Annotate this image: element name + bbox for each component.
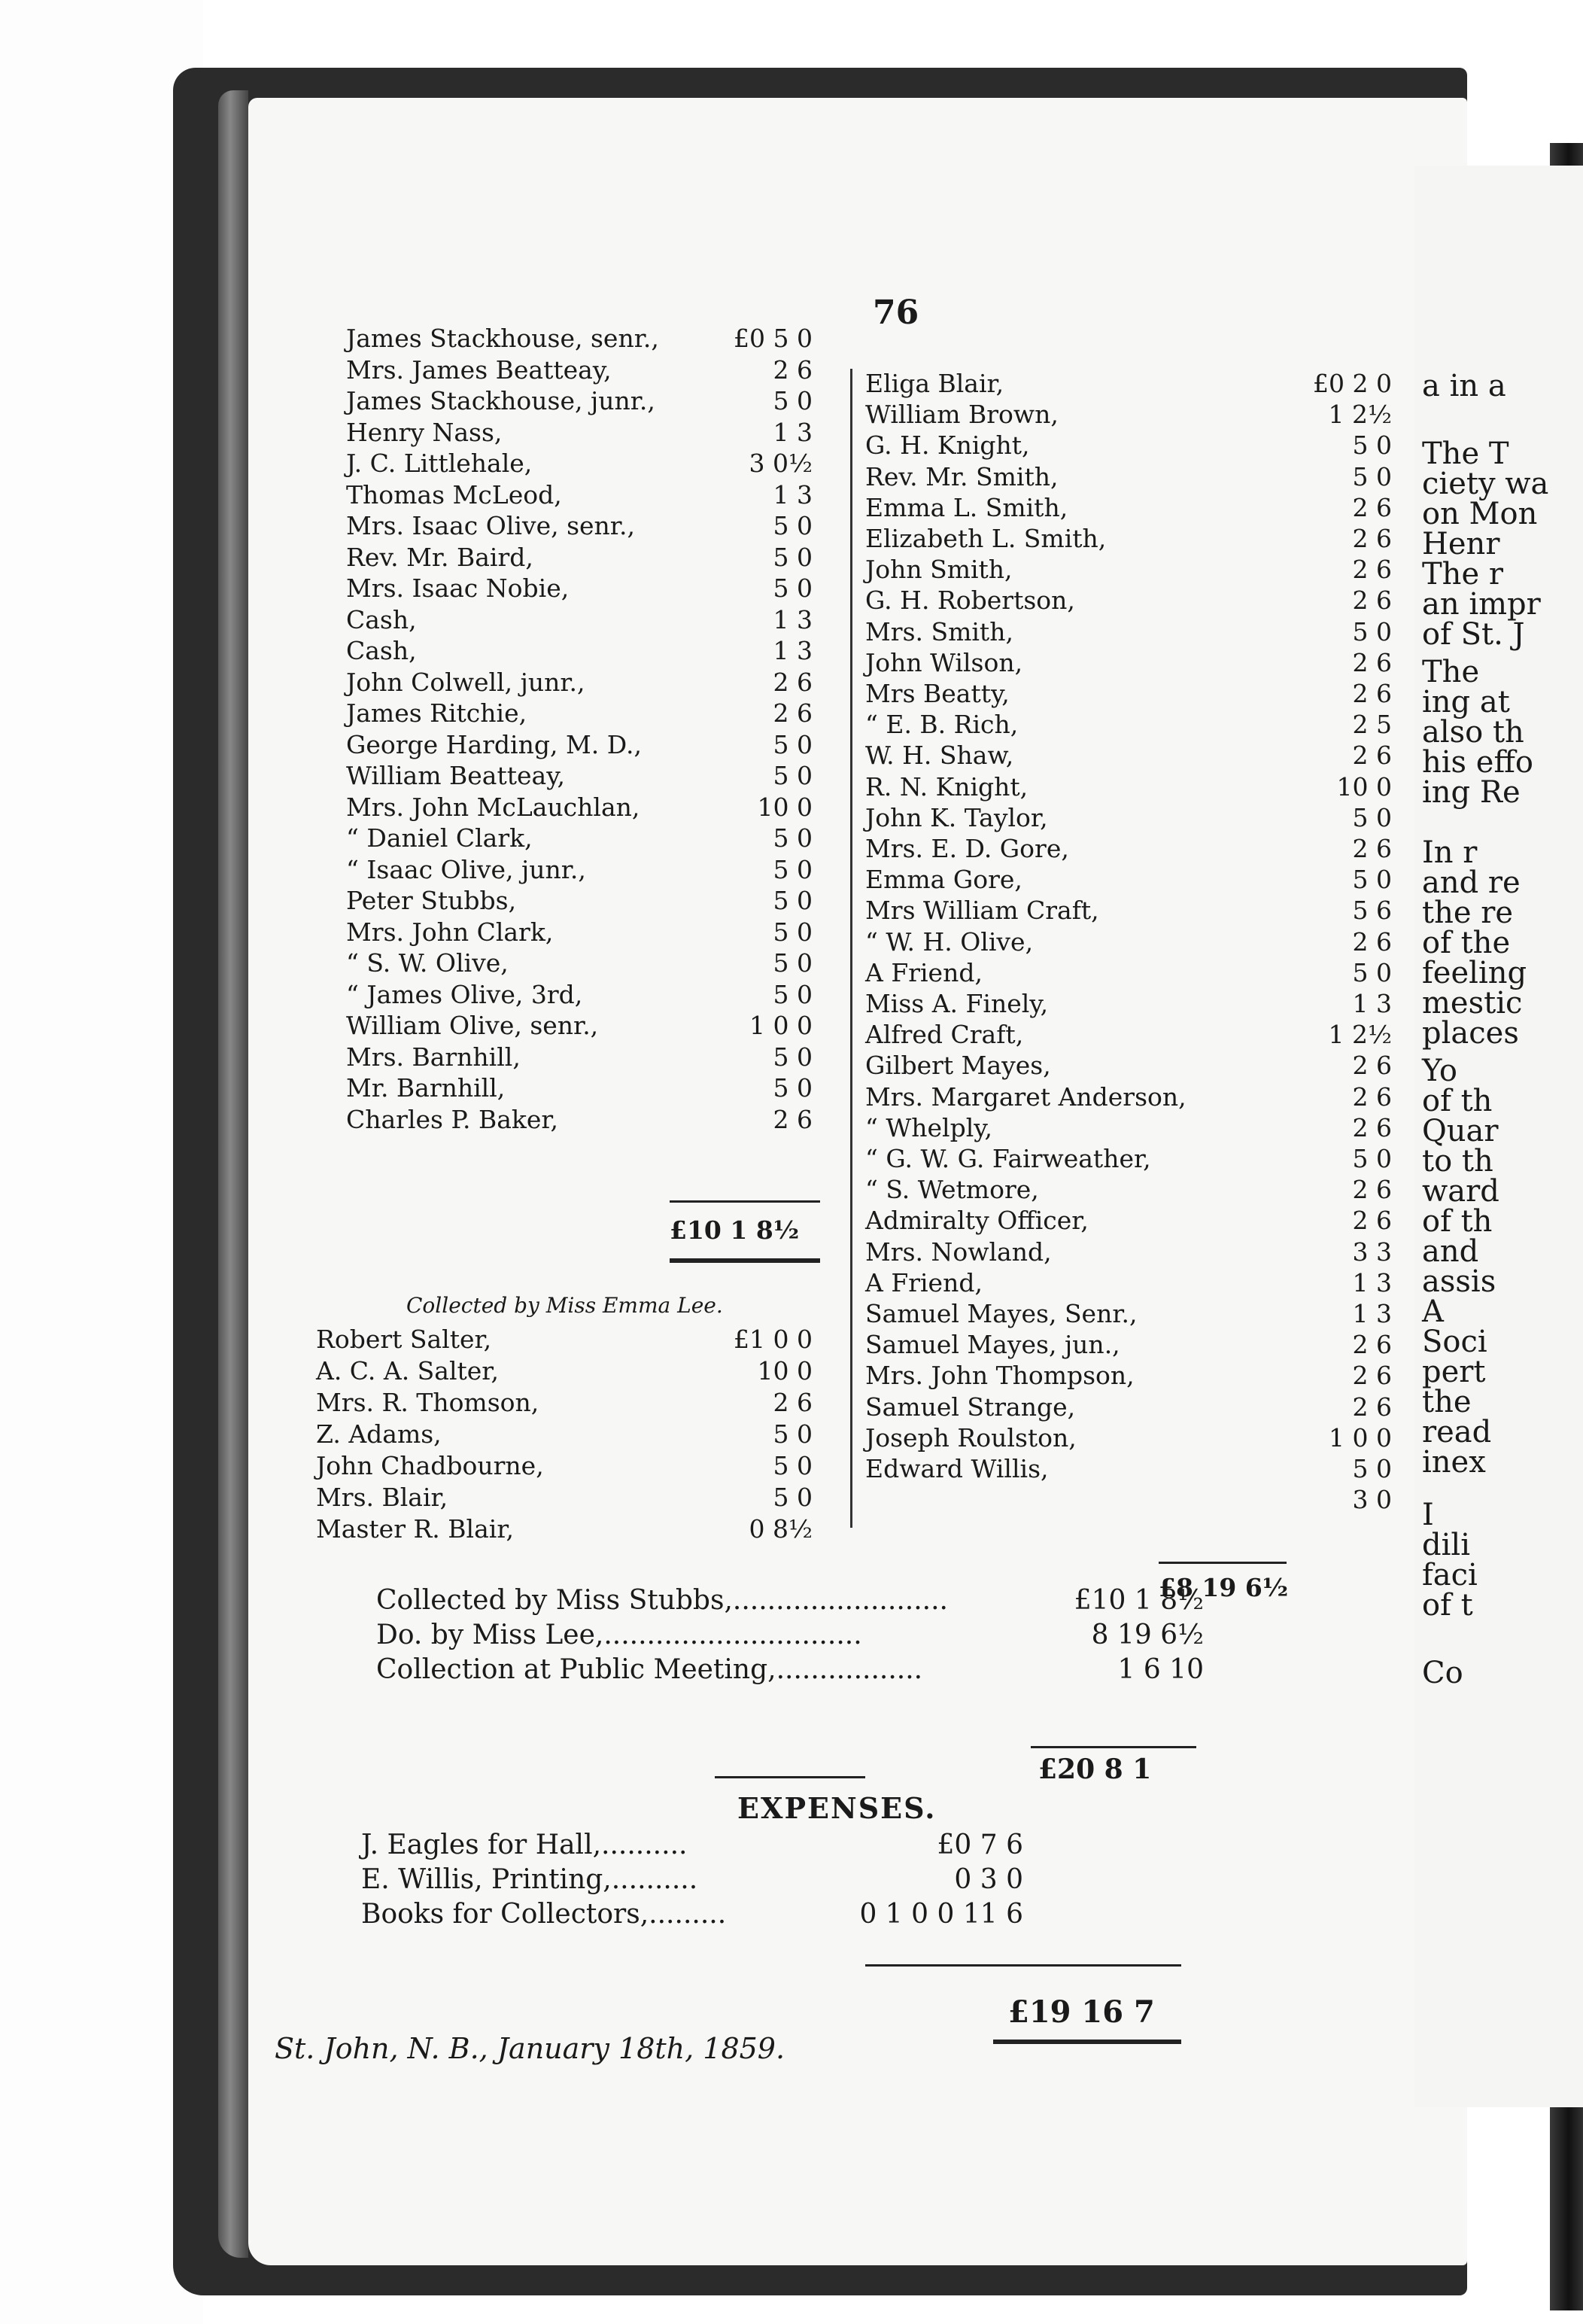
contributor-name: W. H. Shaw, xyxy=(865,741,1014,771)
contributor-name: Peter Stubbs, xyxy=(346,886,517,915)
right-page-text: on Mon xyxy=(1422,497,1538,531)
contribution-amount: 2 6 xyxy=(1352,647,1392,677)
list-item xyxy=(346,511,813,541)
right-page-text: also th xyxy=(1422,715,1524,750)
right-page-text: an impr xyxy=(1422,587,1541,622)
contribution-amount: 5 0 xyxy=(773,823,813,853)
list-item xyxy=(865,586,1392,616)
contributor-name: James Stackhouse, junr., xyxy=(346,386,655,415)
list-item xyxy=(346,605,813,635)
contributor-name: John Chadbourne, xyxy=(316,1451,544,1480)
list-item xyxy=(346,355,813,385)
contribution-amount: 2 6 xyxy=(1352,834,1392,863)
list-item xyxy=(316,1356,813,1386)
contribution-amount: 5 0 xyxy=(773,386,813,415)
list-item xyxy=(865,1206,1392,1236)
list-item xyxy=(346,761,813,791)
right-page-text: The xyxy=(1422,655,1480,689)
right-page-text: ward xyxy=(1422,1174,1499,1209)
right-page-text: of th xyxy=(1422,1204,1493,1239)
column-divider xyxy=(850,369,852,1528)
contribution-amount: 5 0 xyxy=(773,761,813,790)
contributor-name: “ James Olive, 3rd, xyxy=(346,979,583,1009)
list-item xyxy=(865,896,1392,926)
grand-total: £19 16 7 xyxy=(1008,1994,1155,2030)
summary-total: £20 8 1 xyxy=(1038,1754,1152,1785)
contribution-amount: 5 0 xyxy=(1352,1454,1392,1483)
ledger-value: 1 6 10 xyxy=(1117,1654,1204,1685)
list-item xyxy=(346,855,813,885)
contribution-amount: 5 0 xyxy=(1352,1144,1392,1173)
contribution-amount: 1 0 0 xyxy=(1329,1422,1392,1452)
list-item xyxy=(346,636,813,666)
contribution-amount: 0 8½ xyxy=(749,1514,813,1544)
contribution-amount: 1 3 xyxy=(773,604,813,634)
contribution-amount: 3 3 xyxy=(1352,1237,1392,1267)
contribution-amount: 5 6 xyxy=(1352,896,1392,926)
contribution-amount: 2 6 xyxy=(1352,1361,1392,1391)
contributor-name: “ E. B. Rich, xyxy=(865,710,1019,740)
contributor-name: Mrs. Blair, xyxy=(316,1483,448,1512)
contributor-name: J. C. Littlehale, xyxy=(346,449,533,478)
right-page-text: and re xyxy=(1422,865,1521,900)
contributor-name: Mrs. John McLauchlan, xyxy=(346,792,640,822)
contribution-amount: 2 6 xyxy=(1352,492,1392,522)
contribution-amount: 5 0 xyxy=(773,979,813,1009)
list-item xyxy=(865,1020,1392,1050)
list-item xyxy=(865,1113,1392,1143)
list-item xyxy=(865,1361,1392,1391)
contribution-amount: 2 6 xyxy=(1352,1051,1392,1081)
footer-dateline: St. John, N. B., January 18th, 1859. xyxy=(275,2032,785,2065)
contributor-name: A Friend, xyxy=(865,957,983,987)
list-item xyxy=(865,927,1392,957)
right-page-text: Quar xyxy=(1422,1114,1499,1148)
contribution-amount: 2 6 xyxy=(1352,741,1392,771)
list-item xyxy=(865,989,1392,1019)
list-item xyxy=(865,1175,1392,1205)
ledger-line xyxy=(361,1863,1023,1897)
contribution-amount: 10 0 xyxy=(757,792,813,822)
contribution-amount: 2 6 xyxy=(1352,524,1392,553)
contributor-name: Charles P. Baker, xyxy=(346,1104,559,1134)
right-column-total: £8 19 6½ xyxy=(1159,1573,1289,1602)
ledger-value: 0 1 0 0 11 6 xyxy=(859,1899,1023,1930)
list-item xyxy=(865,1237,1392,1267)
right-page-text: dili xyxy=(1422,1528,1470,1562)
page-number: 76 xyxy=(873,294,919,332)
right-page-text: ing at xyxy=(1422,685,1510,719)
list-item xyxy=(346,948,813,978)
contribution-amount: 5 0 xyxy=(1352,865,1392,895)
contribution-amount: 2 6 xyxy=(1352,1392,1392,1422)
list-item xyxy=(865,1330,1392,1360)
contributor-name: Rev. Mr. Baird, xyxy=(346,542,533,572)
contribution-amount: 3 0½ xyxy=(749,449,813,478)
contribution-amount: 5 0 xyxy=(773,573,813,603)
contributor-name: William Brown, xyxy=(865,400,1059,430)
list-item xyxy=(865,958,1392,988)
ledger-value: £0 7 6 xyxy=(937,1830,1023,1860)
list-item xyxy=(346,823,813,853)
contributor-name: Henry Nass, xyxy=(346,417,503,447)
right-page-text: assis xyxy=(1422,1264,1496,1299)
contribution-amount: 1 3 xyxy=(773,479,813,510)
contributor-name: R. N. Knight, xyxy=(865,771,1028,802)
contributor-name: “ S. Wetmore, xyxy=(865,1175,1039,1205)
contribution-amount: 5 0 xyxy=(1352,957,1392,987)
contribution-amount: 5 0 xyxy=(773,854,813,884)
list-item xyxy=(316,1514,813,1544)
contributor-name: John Smith, xyxy=(865,555,1013,585)
contribution-amount: 5 0 xyxy=(773,917,813,947)
right-page-text: The r xyxy=(1422,557,1503,592)
contribution-amount: £1 0 0 xyxy=(734,1325,813,1354)
right-page xyxy=(1414,166,1583,2107)
contributor-name: Z. Adams, xyxy=(316,1419,442,1449)
list-item xyxy=(346,792,813,823)
list-item xyxy=(865,1268,1392,1298)
contribution-amount: 1 2½ xyxy=(1328,400,1392,430)
subtotal-rule xyxy=(1159,1562,1287,1564)
right-page-text: a in a xyxy=(1422,369,1506,403)
contributor-name: “ S. W. Olive, xyxy=(346,948,509,978)
contribution-amount: 5 0 xyxy=(773,948,813,978)
contributor-name: Emma L. Smith, xyxy=(865,492,1068,522)
list-item xyxy=(865,555,1392,585)
list-item xyxy=(346,1073,813,1103)
list-item xyxy=(346,730,813,760)
contributor-name: Mr. Barnhill, xyxy=(346,1073,506,1103)
list-item xyxy=(346,980,813,1010)
list-item xyxy=(865,369,1392,399)
ledger-line xyxy=(376,1584,1204,1617)
contributor-name: John K. Taylor, xyxy=(865,802,1048,832)
contribution-amount: 1 3 xyxy=(1352,989,1392,1018)
contribution-amount: 5 0 xyxy=(773,1451,813,1480)
contribution-amount: 5 0 xyxy=(1352,802,1392,832)
ledger-label: Do. by Miss Lee,.............................. xyxy=(376,1620,862,1650)
contributor-name: Joseph Roulston, xyxy=(865,1422,1077,1452)
contribution-amount: 10 0 xyxy=(1336,771,1392,802)
contributor-name: James Ritchie, xyxy=(346,698,527,728)
contributor-name: John Wilson, xyxy=(865,647,1023,677)
list-item xyxy=(865,524,1392,554)
ledger-line xyxy=(376,1619,1204,1652)
contribution-amount: 2 6 xyxy=(1352,679,1392,708)
list-item xyxy=(865,1082,1392,1112)
right-page-text: to th xyxy=(1422,1144,1493,1179)
contributor-name: Elizabeth L. Smith, xyxy=(865,524,1107,553)
contributor-name: A. C. A. Salter, xyxy=(316,1356,499,1386)
right-page-text: of t xyxy=(1422,1588,1473,1623)
right-page-text: Yo xyxy=(1422,1054,1458,1088)
right-page-text: feeling xyxy=(1422,956,1527,990)
contribution-amount: 5 0 xyxy=(773,1073,813,1103)
contribution-amount: 2 6 xyxy=(1352,1081,1392,1112)
right-page-text: his effo xyxy=(1422,745,1533,780)
contributor-name: “ Isaac Olive, junr., xyxy=(346,854,586,884)
ledger-line xyxy=(376,1653,1204,1687)
list-item xyxy=(865,1485,1392,1515)
contribution-amount: 1 0 0 xyxy=(749,1011,813,1040)
right-page-text: inex xyxy=(1422,1445,1486,1480)
contribution-amount: 2 6 xyxy=(773,354,813,385)
ledger-label: Books for Collectors,......... xyxy=(361,1899,727,1930)
contributor-name: “ Daniel Clark, xyxy=(346,823,533,853)
contribution-amount: 2 6 xyxy=(1352,1112,1392,1142)
contribution-amount: 2 6 xyxy=(773,667,813,697)
contribution-amount: 1 3 xyxy=(1352,1299,1392,1328)
contributor-name: Emma Gore, xyxy=(865,865,1022,895)
contributor-name: Mrs. John Clark, xyxy=(346,917,554,947)
list-item xyxy=(865,462,1392,492)
contribution-amount: 2 6 xyxy=(1352,1175,1392,1205)
double-rule xyxy=(670,1258,820,1263)
contributor-name: Robert Salter, xyxy=(316,1325,492,1354)
list-item xyxy=(346,543,813,573)
right-page-text: of th xyxy=(1422,1084,1493,1118)
right-page-text: In r xyxy=(1422,835,1478,870)
list-item xyxy=(865,803,1392,833)
list-item xyxy=(865,865,1392,895)
right-page-text: the xyxy=(1422,1385,1472,1419)
contributor-name: Mrs. Smith, xyxy=(865,616,1013,646)
list-item xyxy=(346,668,813,698)
right-page-text: and xyxy=(1422,1234,1479,1269)
list-item xyxy=(346,886,813,916)
contributor-name: Rev. Mr. Smith, xyxy=(865,461,1059,491)
right-page-text: ciety wa xyxy=(1422,467,1549,501)
list-item xyxy=(346,418,813,448)
contributor-name: John Colwell, junr., xyxy=(346,667,585,697)
contributor-name: Eliga Blair, xyxy=(865,369,1004,398)
list-item xyxy=(346,1011,813,1041)
contributor-name: George Harding, M. D., xyxy=(346,729,642,759)
contribution-amount: 5 0 xyxy=(773,1042,813,1072)
expenses-total-rule xyxy=(865,1964,1181,1967)
contributor-name: Mrs. Margaret Anderson, xyxy=(865,1081,1186,1112)
list-item xyxy=(865,648,1392,678)
list-item xyxy=(316,1483,813,1513)
list-item xyxy=(865,1051,1392,1081)
right-page-text: Henr xyxy=(1422,527,1500,561)
list-item xyxy=(865,493,1392,523)
list-item xyxy=(346,480,813,510)
contributor-name: Mrs. Isaac Olive, senr., xyxy=(346,511,635,540)
contributor-name: James Stackhouse, senr., xyxy=(346,324,659,353)
contributor-name: Samuel Mayes, Senr., xyxy=(865,1299,1138,1328)
right-page-text: Co xyxy=(1422,1656,1463,1690)
contributor-name: Mrs. E. D. Gore, xyxy=(865,834,1069,863)
list-item xyxy=(865,1454,1392,1484)
lee-heading: Collected by Miss Emma Lee. xyxy=(406,1293,723,1318)
list-item xyxy=(865,430,1392,461)
contributor-name: G. H. Robertson, xyxy=(865,586,1075,616)
list-item xyxy=(865,1144,1392,1174)
right-page-text: Soci xyxy=(1422,1325,1487,1359)
contributor-name: Admiralty Officer, xyxy=(865,1206,1089,1236)
list-item xyxy=(316,1419,813,1449)
contributor-name: “ Whelply, xyxy=(865,1112,993,1142)
grand-double-rule xyxy=(993,2040,1181,2044)
summary-rule xyxy=(1031,1746,1196,1748)
contributor-name: Samuel Mayes, jun., xyxy=(865,1330,1120,1360)
right-page-text: of the xyxy=(1422,926,1511,960)
list-item xyxy=(346,917,813,948)
contribution-amount: 2 6 xyxy=(773,1388,813,1417)
contributor-name: William Olive, senr., xyxy=(346,1011,599,1040)
ledger-label: E. Willis, Printing,.......... xyxy=(361,1864,698,1895)
contributor-name: Mrs. James Beatteay, xyxy=(346,354,612,385)
right-page-text: faci xyxy=(1422,1558,1478,1592)
contributor-name: Edward Willis, xyxy=(865,1454,1049,1483)
contributor-name: Mrs. Nowland, xyxy=(865,1237,1052,1267)
contribution-amount: 1 2½ xyxy=(1328,1020,1392,1050)
list-item xyxy=(865,772,1392,802)
contributor-name: William Beatteay, xyxy=(346,761,565,790)
contribution-amount: 1 3 xyxy=(1352,1267,1392,1297)
contribution-amount: 5 0 xyxy=(1352,461,1392,491)
contribution-amount: 10 0 xyxy=(757,1356,813,1386)
contribution-amount: 1 3 xyxy=(773,417,813,447)
expenses-heading: EXPENSES. xyxy=(737,1791,937,1825)
right-page-text: A xyxy=(1422,1294,1444,1329)
contributor-name: Cash, xyxy=(346,636,417,665)
right-page-text: ing Re xyxy=(1422,775,1521,810)
right-page-text: of St. J xyxy=(1422,617,1525,652)
contributor-name: Mrs. R. Thomson, xyxy=(316,1388,539,1417)
contribution-amount: 5 0 xyxy=(773,886,813,915)
contribution-amount: 2 6 xyxy=(773,698,813,728)
list-item xyxy=(346,1042,813,1072)
list-item xyxy=(865,1423,1392,1453)
contribution-amount: 5 0 xyxy=(773,1419,813,1449)
subtotal-rule xyxy=(670,1200,820,1203)
contribution-amount: 5 0 xyxy=(1352,616,1392,646)
contribution-amount: 2 6 xyxy=(1352,1330,1392,1360)
contribution-amount: 3 0 xyxy=(1352,1485,1392,1515)
contributor-name: Mrs. John Thompson, xyxy=(865,1361,1135,1391)
ledger-label: J. Eagles for Hall,.......... xyxy=(361,1830,688,1860)
list-item xyxy=(865,1392,1392,1422)
ledger-label: Collected by Miss Stubbs,......................... xyxy=(376,1585,948,1616)
right-page-text: places xyxy=(1422,1016,1519,1051)
contributor-name: Alfred Craft, xyxy=(865,1020,1024,1050)
contribution-amount: 1 3 xyxy=(773,636,813,665)
list-item xyxy=(346,386,813,416)
contributor-name: Mrs Beatty, xyxy=(865,679,1010,708)
list-item xyxy=(865,834,1392,864)
right-page-text: read xyxy=(1422,1415,1492,1449)
list-item xyxy=(346,698,813,729)
contributor-name: A Friend, xyxy=(865,1267,983,1297)
contributor-name: “ G. W. G. Fairweather, xyxy=(865,1144,1151,1173)
contribution-amount: 5 0 xyxy=(773,542,813,572)
contribution-amount: 2 6 xyxy=(1352,1206,1392,1236)
right-page-text: pert xyxy=(1422,1355,1486,1389)
contribution-amount: 5 0 xyxy=(773,1483,813,1512)
contributor-name: “ W. H. Olive, xyxy=(865,926,1034,957)
list-item xyxy=(865,741,1392,771)
contribution-amount: 2 6 xyxy=(1352,555,1392,585)
contribution-amount: 5 0 xyxy=(773,511,813,540)
list-item xyxy=(865,679,1392,709)
list-item xyxy=(346,324,813,354)
ledger-label: Collection at Public Meeting,................. xyxy=(376,1654,923,1685)
contributor-name: Thomas McLeod, xyxy=(346,479,562,510)
list-item xyxy=(316,1325,813,1355)
ledger-value: £10 1 8½ xyxy=(1074,1585,1204,1616)
contribution-amount: £0 5 0 xyxy=(734,324,813,353)
contributor-name: Cash, xyxy=(346,604,417,634)
contributor-name: G. H. Knight, xyxy=(865,430,1030,461)
contributor-name: Miss A. Finely, xyxy=(865,989,1049,1018)
right-page-text: The T xyxy=(1422,437,1509,471)
list-item xyxy=(346,449,813,479)
contribution-amount: 5 0 xyxy=(773,729,813,759)
right-page-text: the re xyxy=(1422,896,1514,930)
contributor-name: Mrs. Barnhill, xyxy=(346,1042,521,1072)
contribution-amount: 2 5 xyxy=(1352,710,1392,740)
contribution-amount: 2 6 xyxy=(773,1104,813,1134)
contribution-amount: £0 2 0 xyxy=(1313,369,1392,398)
list-item xyxy=(316,1388,813,1418)
list-item xyxy=(316,1451,813,1481)
contributor-name: Mrs William Craft, xyxy=(865,896,1099,926)
list-item xyxy=(865,617,1392,647)
expenses-rule xyxy=(715,1776,865,1778)
contributor-name: Samuel Strange, xyxy=(865,1392,1076,1422)
list-item xyxy=(865,710,1392,740)
contributor-name: Gilbert Mayes, xyxy=(865,1051,1051,1081)
book-edge xyxy=(218,90,248,2258)
list-item xyxy=(865,1299,1392,1329)
ledger-value: 8 19 6½ xyxy=(1091,1620,1204,1650)
left-column-total: £10 1 8½ xyxy=(670,1215,800,1245)
contribution-amount: 5 0 xyxy=(1352,430,1392,461)
contribution-amount: 2 6 xyxy=(1352,586,1392,616)
contributor-name: Mrs. Isaac Nobie, xyxy=(346,573,570,603)
list-item xyxy=(346,1105,813,1135)
right-page-text: mestic xyxy=(1422,986,1523,1021)
contributor-name: Master R. Blair, xyxy=(316,1514,514,1544)
contribution-amount: 2 6 xyxy=(1352,926,1392,957)
list-item xyxy=(865,400,1392,430)
ledger-line xyxy=(361,1829,1023,1862)
right-page-text: I xyxy=(1422,1498,1434,1532)
ledger-value: 0 3 0 xyxy=(954,1864,1023,1895)
ledger-line xyxy=(361,1898,1023,1931)
list-item xyxy=(346,573,813,604)
